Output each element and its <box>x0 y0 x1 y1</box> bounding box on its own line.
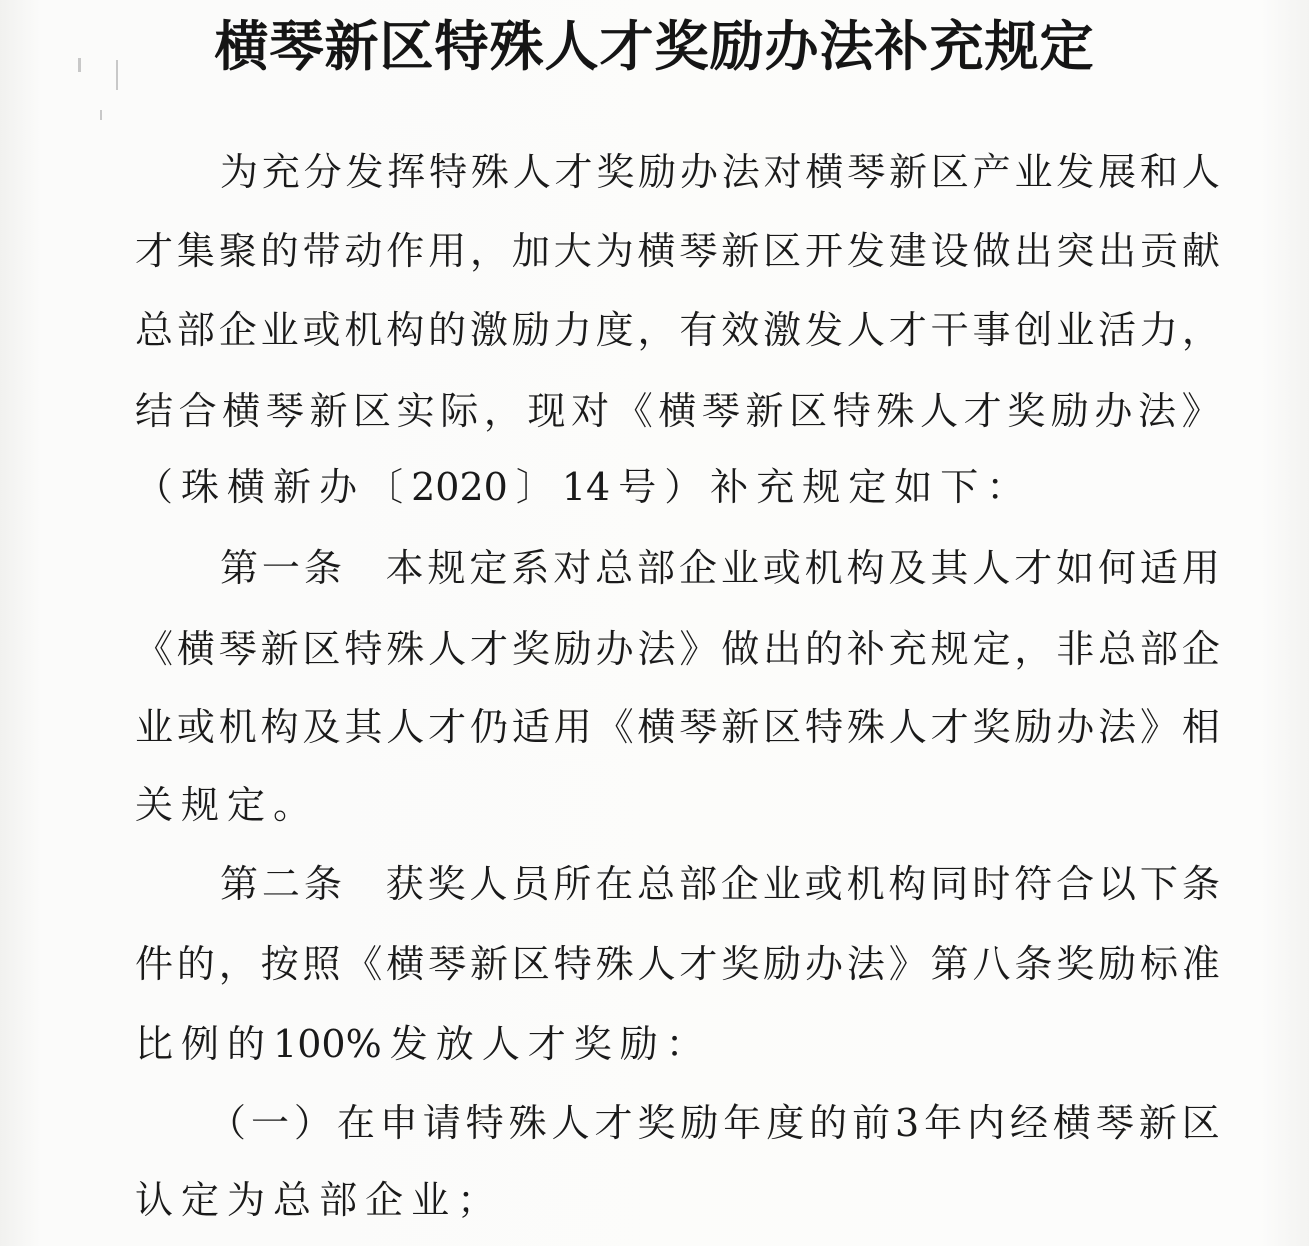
clause-line: 认 定 为 总 部 企 业 ； <box>135 1178 496 1222</box>
paragraph-line: （ 珠 横 新 办 〔 2020 〕 14 号 ） 补 充 规 定 如 下 ： <box>135 465 1025 509</box>
article-line: 件 的 ， 按 照 《 横 琴 新 区 特 殊 人 才 奖 励 办 法 》 第 八 条 奖 励 标 准 <box>135 942 1220 986</box>
article-line: 比 例 的 100% 发 放 人 才 奖 励 ： <box>135 1022 704 1066</box>
clause-line: （ 一 ） 在 申 请 特 殊 人 才 奖 励 年 度 的 前 3 年 内 经 横 琴 新 区 <box>208 1101 1220 1145</box>
article-line: 第 二 条 获 奖 人 员 所 在 总 部 企 业 或 机 构 同 时 符 合 以 下 条 <box>220 862 1220 906</box>
paragraph-line: 才 集 聚 的 带 动 作 用 ， 加 大 为 横 琴 新 区 开 发 建 设 做 出 突 出 贡 献 <box>135 229 1220 273</box>
paragraph-line: 结 合 横 琴 新 区 实 际 ， 现 对 《 横 琴 新 区 特 殊 人 才 奖 励 办 法 》 <box>135 389 1220 433</box>
article-line: 第 一 条 本 规 定 系 对 总 部 企 业 或 机 构 及 其 人 才 如 何 适 用 <box>220 546 1220 590</box>
article-line: 《 横 琴 新 区 特 殊 人 才 奖 励 办 法 》 做 出 的 补 充 规 定 ， 非 总 部 企 <box>135 627 1220 671</box>
paragraph-line: 为 充 分 发 挥 特 殊 人 才 奖 励 办 法 对 横 琴 新 区 产 业 发 展 和 人 <box>220 150 1220 194</box>
article-line: 业 或 机 构 及 其 人 才 仍 适 用 《 横 琴 新 区 特 殊 人 才 奖 励 办 法 》 相 <box>135 705 1220 749</box>
document-title: 横琴新区特殊人才奖励办法补充规定 <box>214 15 1095 78</box>
paragraph-line: 总 部 企 业 或 机 构 的 激 励 力 度 ， 有 效 激 发 人 才 干 事 创 业 活 力 ， <box>135 308 1220 352</box>
scan-edge-mark <box>100 110 102 120</box>
article-line: 关 规 定 。 <box>135 783 312 827</box>
